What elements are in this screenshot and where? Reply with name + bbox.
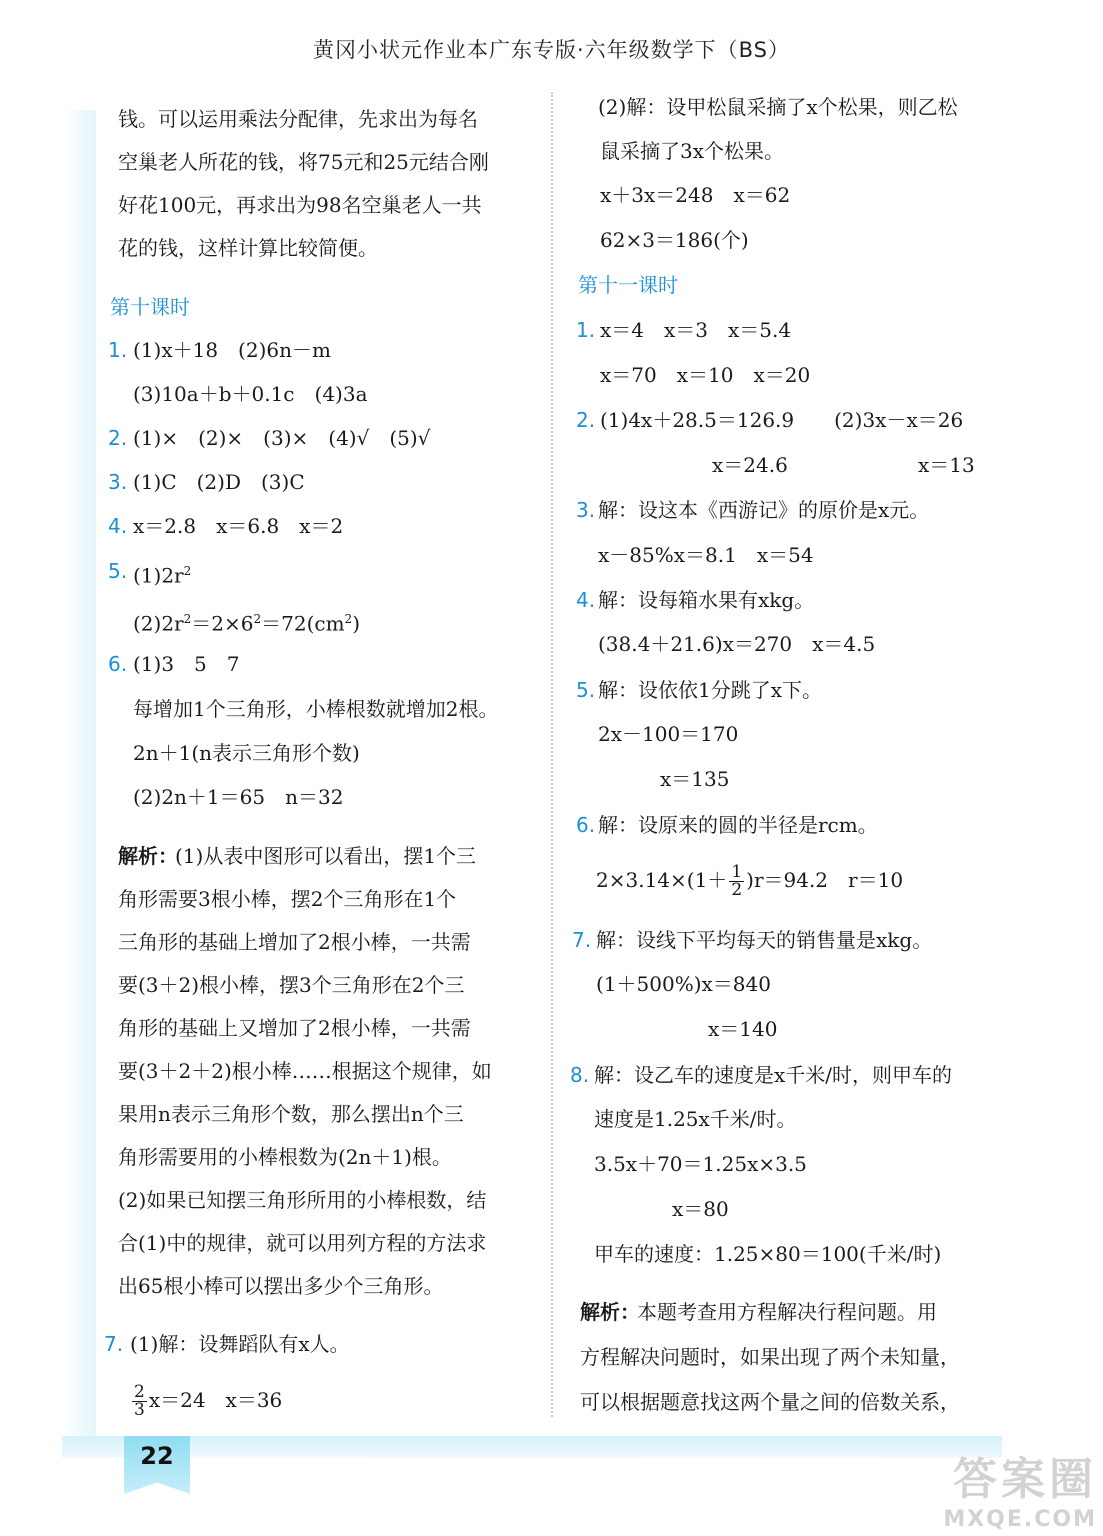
watermark-url: MXQE.COM (943, 1507, 1097, 1532)
question-number: 3. (576, 498, 596, 522)
watermark-text: 答案圈 (953, 1454, 1097, 1505)
answer-line: 2x－100＝170 (598, 722, 739, 746)
analysis-line: 出65根小棒可以摆出多少个三角形。 (118, 1274, 444, 1298)
answer-line: x＝140 (708, 1017, 778, 1041)
analysis-line: 角形的基础上又增加了2根小棒，一共需 (118, 1016, 471, 1040)
answer-line: (2)解：设甲松鼠采摘了x个松果，则乙松 (598, 95, 958, 119)
exponent: 2 (183, 612, 192, 626)
answer-line: (3)10a＋b＋0.1c (4)3a (133, 382, 368, 406)
answer-line: 3.5x＋70＝1.25x×3.5 (594, 1152, 807, 1176)
answer-line: (1＋500%)x＝840 (596, 972, 771, 996)
answer-line: (1)4x＋28.5＝126.9 (2)3x－x＝26 (600, 408, 964, 432)
analysis-line: 本题考查用方程解决行程问题。用 (637, 1300, 937, 1324)
exponent: 2 (183, 564, 192, 578)
section-title-lesson-10: 第十课时 (110, 295, 190, 319)
expr: x＝24 x＝36 (148, 1388, 283, 1412)
answer-line: x＝13 (918, 453, 975, 477)
answer-line: x＝4 x＝3 x＝5.4 (600, 318, 792, 342)
expr: (1)2r (133, 563, 184, 588)
expr: (2)2r (133, 611, 184, 636)
question-number: 4. (576, 588, 596, 612)
question-number: 1. (108, 338, 128, 362)
answer-line: 解：设原来的圆的半径是rcm。 (598, 813, 878, 837)
expr: ＝2×6 (191, 611, 254, 636)
answer-line: 甲车的速度：1.25×80＝100(千米/时) (594, 1242, 942, 1266)
answer-line: (1)解：设舞蹈队有x人。 (130, 1332, 350, 1356)
question-number: 1. (576, 318, 596, 342)
answer-line: x＝135 (660, 767, 730, 791)
answer-line: (38.4＋21.6)x＝270 x＝4.5 (598, 632, 876, 656)
answer-line: x－85%x＝8.1 x＝54 (598, 543, 814, 567)
analysis-line: 可以根据题意找这两个量之间的倍数关系， (580, 1390, 960, 1414)
answer-line: 解：设依依1分跳了x下。 (598, 678, 823, 702)
watermark-logo (943, 1443, 1097, 1532)
expr: 2×3.14×(1＋ (596, 868, 728, 892)
fraction (132, 1384, 147, 1419)
exponent: 2 (253, 612, 262, 626)
answer-line: x＝70 x＝10 x＝20 (600, 363, 811, 387)
answer-line (130, 1378, 282, 1422)
answer-line: 解：设这本《西游记》的原价是x元。 (598, 498, 930, 522)
answer-line: 解：设每箱水果有xkg。 (598, 588, 815, 612)
intro-line: 空巢老人所花的钱，将75元和25元结合刚 (118, 150, 489, 174)
page-number: 22 (140, 1442, 174, 1470)
answer-line: (1)× (2)× (3)× (4)√ (5)√ (133, 426, 431, 450)
question-number: 3. (108, 470, 128, 494)
question-number: 5. (108, 559, 128, 583)
answer-line (133, 605, 360, 638)
analysis-line: (1)从表中图形可以看出，摆1个三 (175, 844, 477, 868)
analysis-line: 合(1)中的规律，就可以用列方程的方法求 (118, 1231, 487, 1255)
denominator: 3 (134, 1400, 145, 1420)
question-number: 4. (108, 514, 128, 538)
analysis-line: 要(3＋2)根小棒，摆3个三角形在2个三 (118, 973, 465, 997)
answer-line (133, 557, 191, 590)
intro-line: 钱。可以运用乘法分配律，先求出为每名 (118, 107, 478, 131)
intro-line: 好花100元，再求出为98名空巢老人一共 (118, 193, 482, 217)
answer-line: x＋3x＝248 x＝62 (600, 183, 791, 207)
expr: ＝72(cm (261, 611, 345, 636)
numerator: 1 (731, 862, 743, 882)
denominator: 2 (731, 880, 743, 900)
analysis-line: (2)如果已知摆三角形所用的小棒根数，结 (118, 1188, 487, 1212)
answer-line: 62×3＝186(个) (600, 228, 749, 252)
question-number: 2. (576, 408, 596, 432)
answer-line: x＝80 (672, 1197, 729, 1221)
analysis-line: 角形需要用的小棒根数为(2n＋1)根。 (118, 1145, 452, 1169)
question-number: 5. (576, 678, 596, 702)
expr: )r＝94.2 r＝10 (746, 868, 904, 892)
question-number: 6. (576, 813, 596, 837)
analysis-label: 解析： (118, 844, 178, 868)
question-number: 7. (104, 1332, 124, 1356)
answer-line: 速度是1.25x千米/时。 (594, 1107, 797, 1131)
analysis-line: 方程解决问题时，如果出现了两个未知量， (580, 1345, 960, 1369)
answer-line: 解：设线下平均每天的销售量是xkg。 (596, 928, 933, 952)
question-number: 7. (572, 928, 592, 952)
analysis-line: 要(3＋2＋2)根小棒……根据这个规律，如 (118, 1059, 492, 1083)
analysis-label: 解析： (580, 1300, 640, 1324)
answer-line: 解：设乙车的速度是x千米/时，则甲车的 (594, 1063, 953, 1087)
answer-line: (1)x＋18 (2)6n－m (133, 338, 331, 362)
answer-line: (2)2n＋1＝65 n＝32 (133, 785, 344, 809)
question-number: 2. (108, 426, 128, 450)
analysis-line: 三角形的基础上增加了2根小棒，一共需 (118, 930, 471, 954)
question-number: 8. (570, 1063, 590, 1087)
answer-line: 每增加1个三角形，小棒根数就增加2根。 (133, 697, 499, 721)
answer-line: 鼠采摘了3x个松果。 (600, 139, 785, 163)
answer-line: x＝24.6 (712, 453, 788, 477)
analysis-line: 果用n表示三角形个数，那么摆出n个三 (118, 1102, 464, 1126)
answer-line (596, 858, 903, 902)
answer-line: (1)3 5 7 (133, 652, 240, 676)
expr: ) (352, 611, 360, 636)
section-title-lesson-11: 第十一课时 (578, 273, 678, 297)
answer-line: 2n＋1(n表示三角形个数) (133, 741, 360, 765)
intro-line: 花的钱，这样计算比较简便。 (118, 236, 378, 260)
answer-line: x＝2.8 x＝6.8 x＝2 (133, 514, 344, 538)
numerator: 2 (134, 1382, 145, 1402)
exponent: 2 (344, 612, 353, 626)
column-divider (551, 92, 553, 1417)
fraction (729, 864, 744, 899)
left-decor-band (62, 110, 96, 1440)
question-number: 6. (108, 652, 128, 676)
page-header: 黄冈小状元作业本广东专版·六年级数学下（BS） (312, 38, 791, 62)
analysis-line: 角形需要3根小棒，摆2个三角形在1个 (118, 887, 457, 911)
bottom-decor-band (62, 1436, 1002, 1458)
answer-line: (1)C (2)D (3)C (133, 470, 305, 494)
